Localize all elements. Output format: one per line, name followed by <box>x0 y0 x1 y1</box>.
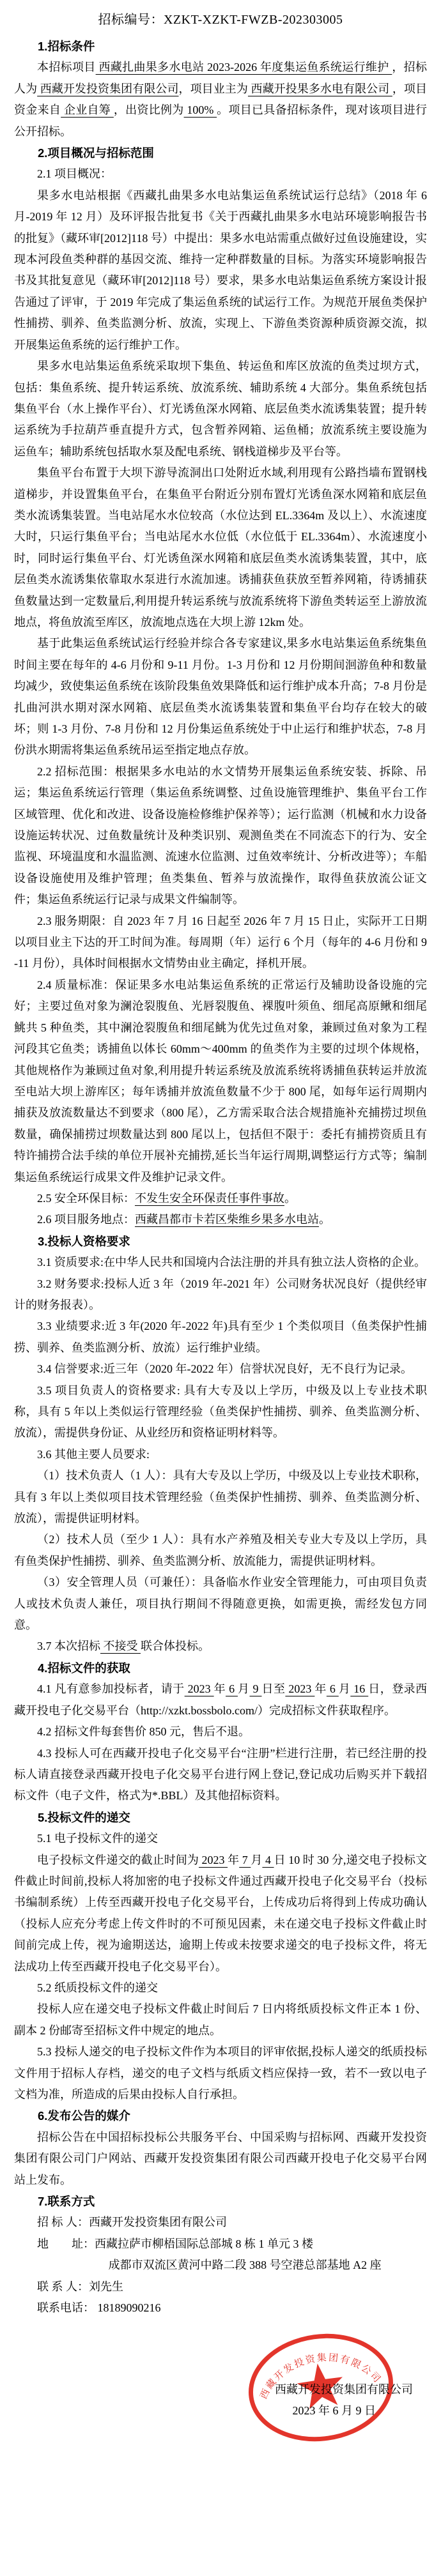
filled-blank-text: 9 <box>249 1682 262 1696</box>
doc-paragraph <box>14 1380 427 1444</box>
text-run: （1）技术负责人（1 人）：具有大专及以上学历，中级及以上专业技术职称，具有 3 年以上类似项目技术管理经验（鱼类保护性捕捞、驯养、鱼类监测分析、放流），需提供证明材料。 <box>14 1469 427 1525</box>
text-run: 联系电话： 18189090216 <box>37 2301 161 2315</box>
doc-paragraph <box>14 1359 427 1380</box>
section-heading <box>14 142 427 164</box>
doc-paragraph <box>14 1721 427 1742</box>
doc-paragraph <box>14 462 427 633</box>
doc-paragraph <box>14 1274 427 1316</box>
bid-number-line: 招标编号：XZKT-XZKT-FWZB-202303005 <box>98 13 343 27</box>
doc-paragraph <box>14 2041 427 2105</box>
text-run: 成都市双流区黄河中路二段 388 号空港总部基地 A2 座 <box>108 2259 382 2272</box>
doc-paragraph <box>14 1188 427 1209</box>
filled-blank-text: 不接受 <box>100 1640 141 1653</box>
doc-paragraph <box>14 2127 427 2191</box>
doc-paragraph <box>14 1828 427 1849</box>
contact-line <box>14 2298 427 2319</box>
text-run: 7.联系方式 <box>38 2195 95 2209</box>
text-run: 月 <box>238 1682 250 1696</box>
doc-paragraph <box>14 1636 427 1657</box>
doc-paragraph <box>14 1743 427 1807</box>
text-run: 。 <box>319 1213 330 1226</box>
doc-paragraph <box>14 761 427 911</box>
text-run: 集鱼平台布置于大坝下游导流洞出口处附近水域,利用现有公路挡墙布置钢栈道梯步，并设置集鱼平台，在集鱼平台附近分别布置灯光诱鱼深水网箱和底层鱼类水流诱集装置。当电站尾水水位较高（水位达到 EL.3364m 及以上）、水流速度大时，只运行集鱼平台；当电站尾水水位低（水位低于 EL.3364m）、水流速度小时，同时运行集鱼平台、灯光诱鱼深水网箱和底层鱼类水流诱集装置，其中，底层鱼类水流诱集依靠取水泵进行水流加速。诱捕获鱼获放至暂养网箱，待诱捕获鱼数量达到一定数量后,利用提升转运系统与放流系统将下游鱼类转运至上游放流地点，将鱼放流至库区，放流地点选在大坝上游 12km 处。 <box>14 466 427 629</box>
section-heading <box>14 2191 427 2212</box>
signature-block <box>14 2319 427 2469</box>
doc-paragraph <box>14 1999 427 2041</box>
doc-paragraph <box>14 1572 427 1636</box>
filled-blank-text: 4 <box>262 1853 274 1866</box>
text-run: 招 标 人：西藏开发投资集团有限公司 <box>37 2216 227 2229</box>
text-run: 6.发布公告的媒介 <box>38 2109 130 2123</box>
filled-blank-text: 100% <box>183 103 217 117</box>
text-run: 年 <box>314 1682 327 1696</box>
text-run: 月 <box>338 1682 351 1696</box>
signature-date: 2023 年 6 月 9 日 <box>292 2404 376 2418</box>
filled-blank-text: 16 <box>350 1682 369 1696</box>
contact-line <box>14 2234 427 2255</box>
text-run: 招标公告在中国招标投标公共服务平台、中国采购与招标网、西藏开发投资集团有限公司门户网站、西藏开发投资集团有限公司西藏开投电子化交易平台网站上发布。 <box>14 2130 427 2186</box>
text-run: 2.4 质量标准：保证果多水电站集运鱼系统的正常运行及辅助设备设施的完好；主要过鱼对象为澜沧裂腹鱼、光唇裂腹鱼、裸腹叶须鱼、细尾高原鳅和细尾鮡共 5 种鱼类，其中澜沧裂腹鱼和细尾鮡为优先过鱼对象，兼顾过鱼对象为工程河段其它鱼类；诱捕鱼以体长 60mm～400mm 的鱼类作为主要的过坝个体规格，其他规格作为兼顾过鱼对象,利用提升转运系统及放流系统将诱捕鱼获转运并放流至电站大坝上游库区；每年诱捕并放流鱼数量不少于 800 尾，如每年运行周期内捕获及放流数量达不到要求（800 尾），乙方需采取合法合规措施补充捕捞过坝鱼数量，确保捕捞过坝数量达到 800 尾以上，包括但不限于：委托有捕捞资质且有特许捕捞合法手续的单位开展补充捕捞,延长当年运行周期,调整运行方式等；编制集运鱼系统运行成果文件及维护记录文件。 <box>14 978 427 1184</box>
text-run: 果多水电站集运鱼系统采取坝下集鱼、转运鱼和库区放流的鱼类过坝方式，包括：集鱼系统、提升转运系统、放流系统、辅助系统 4 大部分。集鱼系统包括集鱼平台（水上操作平台）、灯光诱鱼深水网箱、底层鱼类水流诱集装置；提升转运系统为手拉葫芦垂直提升方式，包含暂养网箱、运鱼桶；放流系统主要设施为运鱼车；辅助系统包括取水泵及配电系统、钢栈道梯步及平台等。 <box>14 360 427 458</box>
section-heading <box>14 2105 427 2126</box>
text-run: （3）安全管理人员（可兼任）：具备临水作业安全管理能力，可由项目负责人或技术负责人兼任，项目执行期间不得随意更换，如需更换，需经发包方同意。 <box>14 1576 427 1632</box>
filled-blank-text: 西藏昌都市卡若区柴维乡果多水电站 <box>135 1213 319 1226</box>
filled-blank-text: 西藏开投果多水电有限公司 <box>247 82 392 95</box>
doc-paragraph <box>14 1209 427 1230</box>
doc-paragraph <box>14 633 427 761</box>
filled-blank-text: 2023 <box>184 1682 214 1696</box>
contact-line <box>14 2212 427 2233</box>
text-run: ，招标人为 <box>14 61 428 95</box>
text-run: 4.1 凡有意参加投标者，请于 <box>37 1682 185 1696</box>
text-run: ，项目业主为 <box>178 82 248 95</box>
text-run: 。项目已具备招标条件，现对该项目进行公开招标。 <box>14 103 428 138</box>
doc-paragraph <box>14 356 427 462</box>
text-run: 投标人应在递交电子投标文件截止时间后 7 日内将纸质投标文件正本 1 份、副本 2 份邮寄至招标文件中规定的地点。 <box>14 2002 427 2037</box>
doc-paragraph <box>14 1444 427 1465</box>
text-run: 1.招标条件 <box>38 40 95 53</box>
section-heading <box>14 36 427 57</box>
text-run: 联合体投标。 <box>141 1640 210 1653</box>
text-run: 年 <box>228 1853 240 1866</box>
filled-blank-text: 西藏扎曲果多水电站 2023-2026 年度集运鱼系统运行维护 <box>95 61 392 74</box>
text-run: 2.6 项目服务地点： <box>37 1213 135 1226</box>
text-run: 2.2 招标范围：根据果多水电站的水文情势开展集运鱼系统安装、拆除、吊运；集运鱼系统运行管理（集运鱼系统调整、过鱼设施管理维护、集鱼平台工作区域管理、优化和改进、设备设施检修维护保养等）；运行监测（机械和水力设备设施运转状况、过鱼数量统计及种类识别、观测鱼类在不同流态下的行为、安全监视、环境温度和水温监测、流速水位监测、过鱼效率统计、分析改进等）；车船设备设施使用及维护管理；鱼类集鱼、暂养与放流操作，取得鱼获放流公证文件；集运鱼系统运行记录与成果文件编制等。 <box>14 765 427 906</box>
filled-blank-text: 不发生安全环保责任事件事故 <box>135 1191 284 1205</box>
text-run: 5.投标文件的递交 <box>38 1810 130 1824</box>
doc-paragraph <box>14 164 427 185</box>
text-run: 日至 <box>261 1682 286 1696</box>
doc-paragraph <box>14 1679 427 1721</box>
text-run: 电子投标文件递交的截止时间为 <box>37 1853 199 1866</box>
text-run: 4.3 投标人可在西藏开投电子化交易平台“注册”栏进行注册，若已经注册的投标人请直接登录西藏开投电子化交易平台进行网上登记,登记成功后购买并下载招标文件（电子文件，格式为*.BBL）及其他招标资料。 <box>14 1746 427 1802</box>
text-run: 年 <box>213 1682 226 1696</box>
text-run: 3.5 项目负责人的资格要求: 具有大专及以上学历，中级及以上专业技术职称，具有 5 年以上类似运行管理经验（鱼类保护性捕捞、驯养、鱼类监测分析、放流），需提供身份证、从业经历和资格证明材料等。 <box>14 1383 427 1440</box>
section-heading <box>14 1807 427 1828</box>
section-heading <box>14 1658 427 1679</box>
text-run: 3.7 本次招标 <box>37 1640 100 1653</box>
doc-paragraph <box>14 185 427 356</box>
doc-paragraph <box>14 1252 427 1273</box>
doc-paragraph <box>14 1529 427 1572</box>
text-run: 3.3 业绩要求:近 3 年(2020 年-2022 年)具有至少 1 个类似项目（鱼类保护性捕捞、驯养、鱼类监测分析、放流）运行维护业绩。 <box>14 1320 427 1354</box>
text-run: 地 址：西藏拉萨市柳梧国际总部城 8 栋 1 单元 3 楼 <box>37 2237 313 2250</box>
text-run: ，出资比例为 <box>113 103 184 117</box>
text-run: 3.1 资质要求:在中华人民共和国境内合法注册的并具有独立法人资格的企业。 <box>37 1256 426 1269</box>
filled-blank-text: 2023 <box>198 1853 228 1866</box>
doc-paragraph <box>14 1978 427 1999</box>
text-run: 月 <box>251 1853 263 1866</box>
doc-paragraph <box>14 1316 427 1359</box>
seal-arc-text: 西藏开发投资集团有限公司 <box>258 2353 383 2402</box>
text-run: 5.3 投标人递交的电子投标文件作为本项目的评审依据,投标人递交的纸质投标文件用于招标人存档，递交的电子文档与纸质文档应保持一致，若不一致以电子文档为准，所造成的后果由投标人自行承担。 <box>14 2045 427 2101</box>
filled-blank-text: 2023 <box>285 1682 315 1696</box>
filled-blank-text: 6 <box>226 1682 238 1696</box>
filled-blank-text: 企业自筹 <box>61 103 114 117</box>
text-run: 4.2 招标文件每套售价 850 元，售后不退。 <box>37 1725 250 1739</box>
text-run: 3.6 其他主要人员要求: <box>37 1447 150 1461</box>
contact-line <box>14 2276 427 2298</box>
text-run: 基于此集运鱼系统试运行经验并综合各专家建议,果多水电站集运鱼系统集鱼时间主要在每年的 4-6 月份和 9-11 月份。1-3 月份和 12 月份期间洄游鱼种和数量均减少，致使集运鱼系统在该阶段集鱼效果降低和运行维护成本升高；7-8 月份是扎曲河洪水期对深水网箱、底层鱼类水流诱集装置和集鱼平台均存在较大的破坏；则 1-3 月份、7-8 月份和 12 月份集运鱼系统处于中止运行和维护状态，7-8 月份洪水期需将集运鱼系统吊运至指定地点存放。 <box>14 637 427 757</box>
text-run: 本招标项目 <box>37 61 96 74</box>
doc-paragraph <box>14 911 427 975</box>
text-run: 联 系 人：刘先生 <box>37 2280 123 2293</box>
doc-paragraph <box>14 57 427 142</box>
section-heading <box>14 1231 427 1252</box>
contact-line <box>14 2255 427 2276</box>
text-run: 日，登录西藏开投电子化交易平台（http://xzkt.bossbolo.com/）完成招标文件获取程序。 <box>14 1682 428 1717</box>
text-run: （2）技术人员（至少 1 人）：具有水产养殖及相关专业大专及以上学历，具有鱼类保护性捕捞、驯养、鱼类监测分析、放流能力，需提供证明材料。 <box>14 1533 427 1567</box>
text-run: 3.投标人资格要求 <box>38 1234 130 1248</box>
doc-paragraph <box>14 975 427 1188</box>
filled-blank-text: 西藏开发投资集团有限公司 <box>37 82 179 95</box>
text-run: 5.1 电子投标文件的递交 <box>37 1832 158 1845</box>
doc-paragraph <box>14 1465 427 1529</box>
text-run: 2.3 服务期限：自 2023 年 7 月 16 日起至 2026 年 7 月 15 日止，实际开工日期以项目业主下达的开工时间为准。每周期（年）运行 6 个月（每年的 4-6 月份和 9-11 月份），具体时间根据水文情势由业主确定，择机开展。 <box>14 914 427 970</box>
text-run: 2.项目概况与招标范围 <box>38 146 154 160</box>
text-run: 2.1 项目概况： <box>37 167 112 181</box>
filled-blank-text: 6 <box>326 1682 339 1696</box>
text-run: 3.4 信誉要求:近三年（2020 年-2022 年）信誉状况良好，无不良行为记录。 <box>37 1362 412 1376</box>
text-run: 3.2 财务要求:投标人近 3 年（2019 年-2021 年）公司财务状况良好（提供经审计的财务报表）。 <box>14 1277 427 1311</box>
text-run: 果多水电站根据《西藏扎曲果多水电站集运鱼系统试运行总结》（2018 年 6 月-2019 年 12 月）及环评报告批复书《关于西藏扎曲果多水电站环境影响报告书的批复》（藏环审[2012]118 号）中提出：果多水电站需重点做好过鱼设施建设，实现本河段鱼类种群的基因交流、维持一定种群数量的目标。为落实环境影响报告书及其批复意见（藏环审[2012]118 号）要求，果多水电站集运鱼系统方案设计报告通过了评审，于 2019 年完成了集运鱼系统的试运行工作。为规范开展鱼类保护性捕捞、驯养、鱼类监测分析、放流，实现上、下游鱼类资源种质资源交流，拟开展集运鱼系统的运行维护工作。 <box>14 188 427 351</box>
text-run: 2.5 安全环保目标： <box>37 1191 135 1205</box>
filled-blank-text: 7 <box>239 1853 251 1866</box>
document-body <box>14 36 427 2319</box>
signature-company-name: 西藏开发投资集团有限公司 <box>275 2383 413 2397</box>
text-run: 。 <box>284 1191 296 1205</box>
text-run: 日 10 时 30 分,递交电子投标文件截止时间前,投标人将加密的电子投标文件通过西藏开投电子化交易平台（投标书编制系统）上传至西藏开投电子化交易平台，上传成功后将得到上传成功确认（投标人应充分考虑上传文件时的不可预见因素，未在递交电子投标文件截止时间前完成上传，视为逾期送达，逾期上传或未按要求递交的电子投标文件，将无法成功上传至西藏开投电子化交易平台）。 <box>14 1853 428 1973</box>
text-run: 4.招标文件的获取 <box>38 1661 130 1675</box>
doc-paragraph <box>14 1850 427 1978</box>
text-run: ，项目资金来自 <box>14 82 428 117</box>
text-run: 5.2 纸质投标文件的递交 <box>37 1981 158 1994</box>
